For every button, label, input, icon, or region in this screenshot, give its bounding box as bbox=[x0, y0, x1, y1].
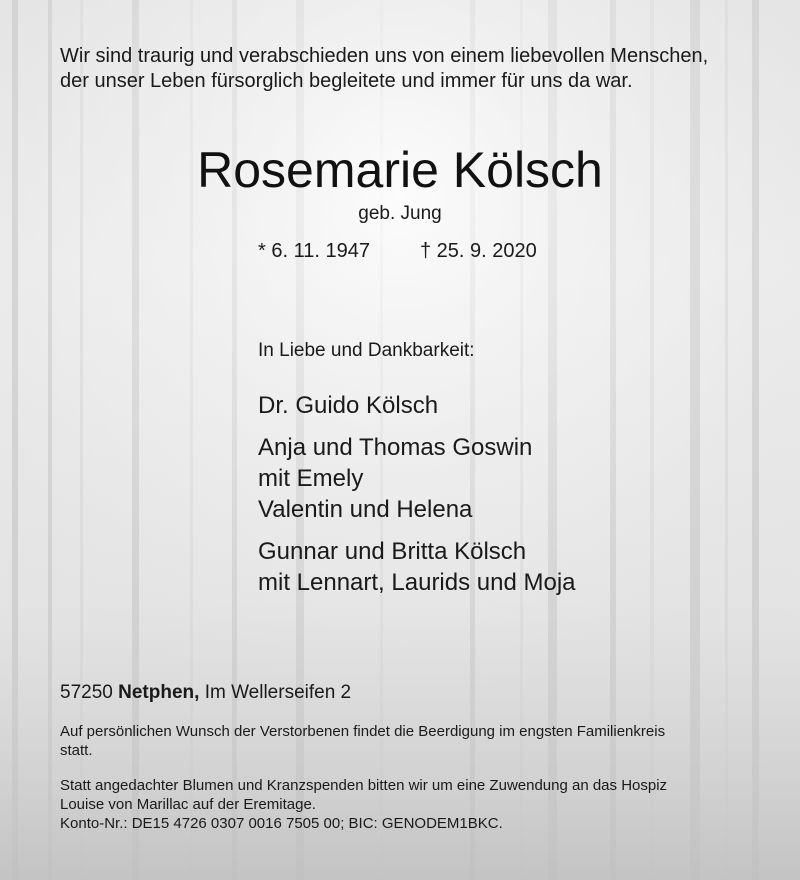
intro-line: Wir sind traurig und verabschieden uns von einem liebevollen Menschen, bbox=[60, 45, 709, 67]
mourner-line: mit Emely bbox=[258, 465, 364, 492]
mourner-group bbox=[258, 432, 532, 525]
mourner-group bbox=[258, 390, 438, 421]
note-line: Louise von Marillac auf der Eremitage. bbox=[60, 796, 316, 813]
intro-text bbox=[60, 44, 708, 94]
mourner-line: Dr. Guido Kölsch bbox=[258, 392, 439, 419]
address-street: Im Wellerseifen 2 bbox=[204, 682, 352, 703]
bank-details: Konto-Nr.: DE15 4726 0307 0016 7505 00; BIC: GENODEM1BKC. bbox=[60, 815, 503, 832]
note-line: Statt angedachter Blumen und Kranzspenden bitten wir um eine Zuwendung an das Hospiz bbox=[60, 777, 668, 794]
address-city: Netphen, bbox=[118, 682, 200, 703]
donation-note bbox=[60, 776, 667, 833]
note-line: statt. bbox=[60, 742, 93, 759]
mourner-line: Gunnar und Britta Kölsch bbox=[258, 538, 527, 565]
mourner-line: Valentin und Helena bbox=[258, 496, 473, 523]
address bbox=[60, 682, 351, 704]
thanks-line: In Liebe und Dankbarkeit: bbox=[258, 340, 475, 361]
death-date: † 25. 9. 2020 bbox=[420, 240, 537, 262]
mourner-line: Anja und Thomas Goswin bbox=[258, 434, 533, 461]
address-postcode: 57250 bbox=[60, 682, 113, 703]
maiden-name: geb. Jung bbox=[358, 203, 442, 224]
intro-line: der unser Leben fürsorglich begleitete und immer für uns da war. bbox=[60, 70, 633, 92]
mourner-line: mit Lennart, Laurids und Moja bbox=[258, 569, 576, 596]
birth-date: * 6. 11. 1947 bbox=[258, 240, 370, 262]
deceased-name: Rosemarie Kölsch bbox=[197, 142, 603, 198]
funeral-note bbox=[60, 722, 665, 760]
note-line: Auf persönlichen Wunsch der Verstorbenen findet die Beerdigung im engsten Familienkreis bbox=[60, 723, 666, 740]
mourner-group bbox=[258, 536, 576, 598]
